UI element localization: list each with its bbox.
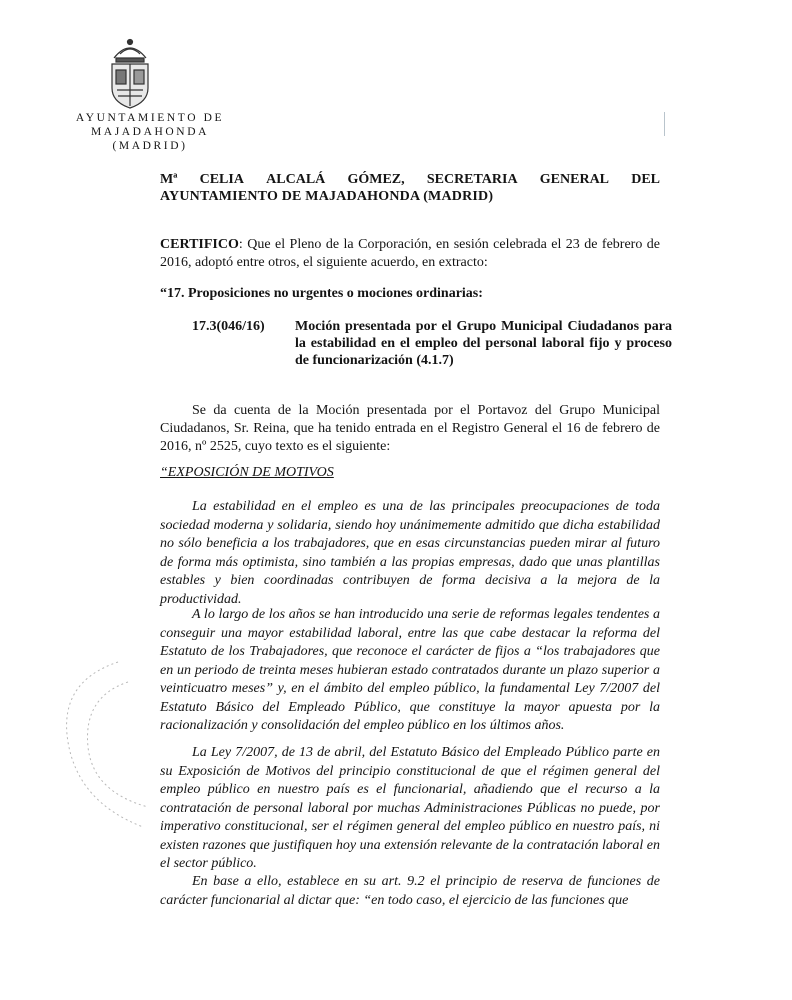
title-word: ALCALÁ	[266, 172, 326, 187]
title-word: Mª	[160, 172, 178, 187]
coat-of-arms-icon	[108, 36, 152, 110]
certifico-text: : Que el Pleno de la Corporación, en sesión celebrada el 23 de febrero de 2016, adoptó entre otros, el siguiente acuerdo, en extracto:	[160, 237, 660, 270]
body-paragraph: A lo largo de los años se han introducido una serie de reformas legales tendentes a conseguir una mayor estabilidad laboral, entre las que cabe destacar la reforma del Estatuto de los Trabajadores, que reconoce el carácter de fijos a “los trabajadores que en un periodo de treinta meses hubieran estado contratados durante un plazo superior a veinticuatro meses” y, en el ámbito del empleo público, la fundamental Ley 7/2007 del Estatuto Básico del Empleado Público, que constituye la mayor apuesta por la racionalización y consolidación del empleo público en los últimos años.	[160, 607, 660, 733]
title-line2: AYUNTAMIENTO DE MAJADAHONDA (MADRID)	[160, 189, 494, 204]
certifico-paragraph	[160, 236, 660, 272]
title-word: GÓMEZ,	[347, 172, 405, 187]
municipality-header	[60, 111, 240, 153]
intro-paragraph: Se da cuenta de la Moción presentada por el Portavoz del Grupo Municipal Ciudadanos, Sr. Reina, que ha tenido entrada en el Registro General el 16 de febrero de 2016, nº 2525, cuyo texto es el siguiente:	[160, 403, 660, 454]
title-line1	[160, 172, 660, 188]
item-description: Moción presentada por el Grupo Municipal Ciudadanos para la estabilidad en el empleo del personal laboral fijo y proceso de funcionarización (4.1.7)	[295, 319, 672, 368]
official-stamp-icon	[48, 652, 178, 842]
document-title	[160, 172, 660, 205]
body-paragraph: La Ley 7/2007, de 13 de abril, del Estatuto Básico del Empleado Público parte en su Exposición de Motivos del principio constitucional de que el régimen general del empleo público en nuestro país es el funcionarial, añadiendo que el recurso a la contratación de personal laboral por muchas Administraciones Públicas no puede, por imperativo constitucional, ser el régimen general del empleo público en nuestro país, ni existen razones que justifiquen hoy una extensión relevante de la contratación laboral en el sector público.	[160, 745, 660, 871]
item-number: 17.3(046/16)	[192, 319, 265, 334]
item-row	[192, 318, 672, 369]
body-paragraph: En base a ello, establece en su art. 9.2 el principio de reserva de funciones de carácter funcionarial al dictar que: “en todo caso, el ejercicio de las funciones que	[160, 874, 660, 908]
title-word: CELIA	[199, 172, 244, 187]
margin-mark	[664, 112, 665, 136]
section-heading: “EXPOSICIÓN DE MOTIVOS	[160, 465, 334, 480]
title-word: SECRETARIA	[426, 172, 518, 187]
body-paragraph: La estabilidad en el empleo es una de las principales preocupaciones de toda sociedad moderna y solidaria, siendo hoy unánimemente admitido que dicha estabilidad no sólo beneficia a los trabajadores, que en esas circunstancias pueden mirar al futuro de forma más optimista, sino también a las propias empresas, dado que unas plantillas estables y bien coordinadas contribuyen de forma decisiva a la mejora de la productividad.	[160, 499, 660, 607]
municipality-line3: (MADRID)	[112, 140, 188, 152]
municipality-line2: MAJADAHONDA	[90, 126, 210, 138]
title-word: GENERAL	[539, 172, 610, 187]
title-word: DEL	[631, 172, 660, 187]
municipality-line1: AYUNTAMIENTO DE	[75, 112, 225, 124]
item-heading: “17. Proposiciones no urgentes o mociones ordinarias:	[160, 286, 483, 301]
certifico-label: CERTIFICO	[160, 237, 239, 252]
